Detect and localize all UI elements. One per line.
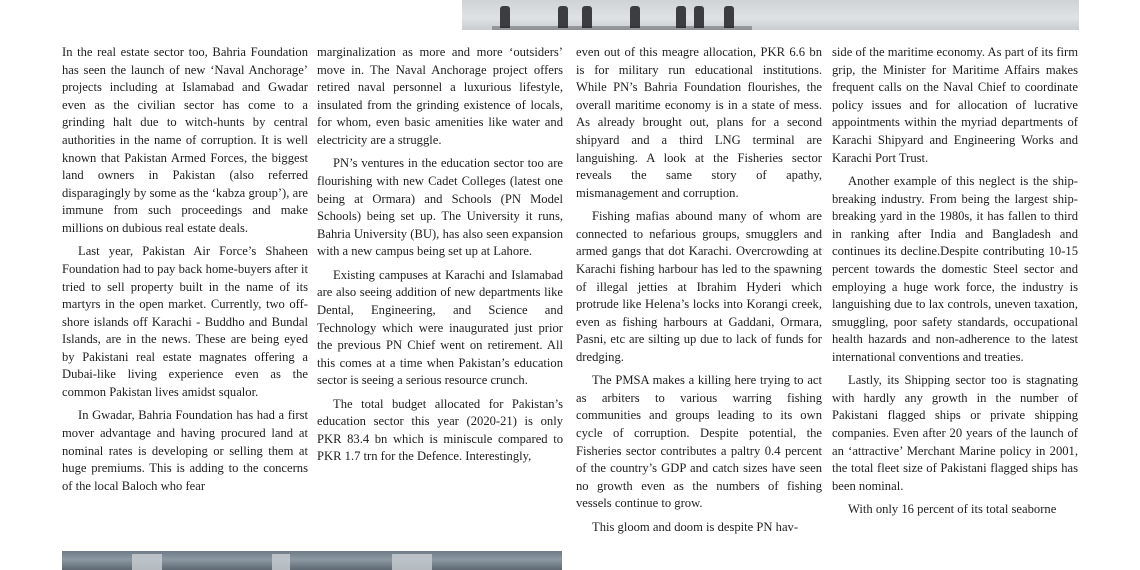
photo-figure (724, 6, 734, 28)
paragraph: With only 16 percent of its total seaborne (848, 502, 1057, 517)
paragraph: Lastly, its Shipping sector too is stagnating with hardly any growth in the number of Pakistani flagged ships or private shipping companies. Even after 20 years of the launch of an ‘attractive’ Merchant Marine policy in 2001, the total fleet size of Pakistani flagged ships has been nominal. (832, 373, 1078, 493)
paragraph: marginalization as more and more ‘outsiders’ move in. The Naval Anchorage project offers retired naval personnel a luxurious lifestyle, insulated from the grinding existence of locals, for whom, even basic amenities like water and electricity are a struggle. (317, 45, 563, 147)
photo-detail (272, 554, 290, 570)
photo-detail (132, 554, 162, 570)
text-column-4 (832, 44, 1078, 525)
paragraph: The total budget allocated for Pakistan’s education sector this year (2020-21) is only PKR 83.4 bn which is miniscule compared to PKR 1.7 trn for the Defence. Interestingly, (317, 396, 563, 464)
photo-shadow (492, 26, 752, 30)
photo-figure (694, 6, 704, 28)
text-column-2 (317, 44, 563, 472)
paragraph: In Gwadar, Bahria Foundation has had a first mover advantage and having procured land at nominal rates is developing or selling them at huge premiums. This is adding to the concerns of the local Baloch who fear (62, 408, 308, 493)
paragraph: PN’s ventures in the education sector too are flourishing with new Cadet Colleges (latest one being at Ormara) and Schools (PN Model Schools) being set up. The University it runs, Bahria University (BU), has also seen expansion with a new campus being set up at Lahore. (317, 156, 563, 259)
photo-figure (630, 6, 640, 28)
paragraph: side of the maritime economy. As part of its firm grip, the Minister for Maritime Affairs makes frequent calls on the Naval Chief to coordinate policy issues and for allocation of lucrative appointments within the myriad departments of Karachi Shipyard and Engineering Works and Karachi Port Trust. (832, 45, 1078, 165)
text-column-3 (576, 44, 822, 542)
photo-detail (392, 554, 432, 570)
photo-figure (558, 6, 568, 28)
paragraph: Fishing mafias abound many of whom are connected to nefarious groups, smugglers and armed gangs that dot Karachi. Overcrowding at Karachi fishing harbour has led to the spawning of illegal jetties at Ibrahim Hyderi which protrude like Helena’s locks into Korangi creek, even as fishing harbours at Gaddani, Ormara, Pasni, etc are silting up due to lack of funds for dredging. (576, 209, 822, 364)
paragraph: The PMSA makes a killing here trying to act as arbiters to various warring fishing communities and groups leading to its own cycle of corruption. Despite potential, the Fisheries sector contributes a paltry 0.4 percent of the country’s GDP and catch sizes have seen no growth even as the numbers of fishing vessels continue to grow. (576, 373, 822, 511)
photo-figure (500, 6, 510, 28)
photo-bottom (62, 551, 562, 570)
text-column-1 (62, 44, 308, 501)
paragraph: This gloom and doom is despite PN hav- (592, 519, 799, 534)
paragraph: In the real estate sector too, Bahria Foundation has seen the launch of new ‘Naval Anchorage’ projects including at Islamabad and Gwadar even as the civilian sector has come to a grinding halt due to witch-hunts by central authorities in the name of corruption. It is well known that Pakistan Armed Forces, the biggest land owners in Pakistan (also referred disparagingly by some as the ‘kabza group’), are immune from such proceedings and make millions on dubious real estate deals. (62, 45, 308, 235)
paragraph: Another example of this neglect is the ship-breaking industry. From being the largest ship-breaking yard in the 1980s, it has fallen to third in ranking after India and Bangladesh and continues its decline.Despite contributing 10-15 percent towards the domestic Steel sector and employing a huge work force, the industry is languishing due to lax controls, uneven taxation, smuggling, poor safety standards, occupational health hazards and non-adherence to the latest international conventions and treaties. (832, 173, 1078, 364)
photo-figure (582, 6, 592, 28)
paragraph: Existing campuses at Karachi and Islamabad are also seeing addition of new departments like Dental, Engineering, and Science and Technology which were inaugurated just prior the previous PN Chief went on retirement. All this comes at a time when Pakistan’s education sector is seeing a serious resource crunch. (317, 267, 563, 388)
paragraph: Last year, Pakistan Air Force’s Shaheen Foundation had to pay back home-buyers after it tried to sell property built in the name of its martyrs in the open market. Currently, two off-shore islands off Karachi - Buddho and Bundal Islands, are in the news. These are being eyed by Pakistani real estate magnates offering a Dubai-like living experience even as the common Pakistan lives amidst squalor. (62, 244, 308, 400)
paragraph: even out of this meagre allocation, PKR 6.6 bn is for military run educational institutions. While PN’s Bahria Foundation flourishes, the overall maritime economy is in a state of mess. As already brought out, plans for a second shipyard and a third LNG terminal are languishing. A look at the Fisheries sector reveals the same story of apathy, mismanagement and corruption. (576, 45, 822, 200)
photo-figure (676, 6, 686, 28)
photo-top (462, 0, 1079, 30)
